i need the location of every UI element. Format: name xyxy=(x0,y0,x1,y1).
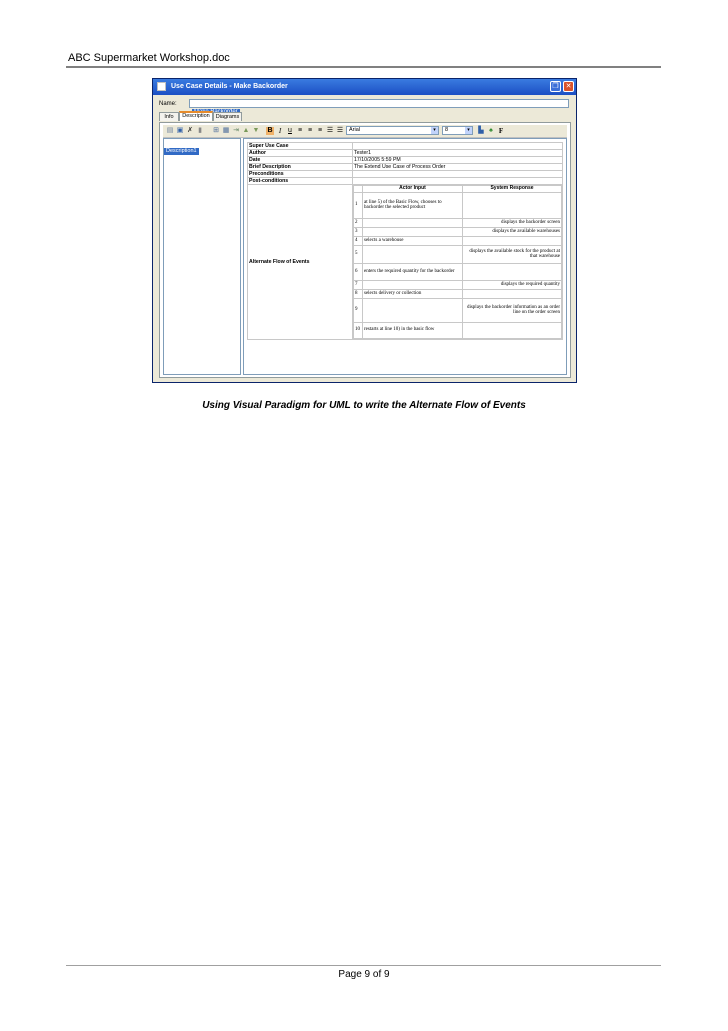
system-response-cell[interactable]: displays the required quantity xyxy=(463,280,562,289)
flow-row xyxy=(354,192,562,218)
font-value: Arial xyxy=(349,127,361,133)
table-icon[interactable]: ▦ xyxy=(222,127,230,134)
flow-step-number: 8 xyxy=(354,289,363,298)
restore-button[interactable]: ❐ xyxy=(550,81,561,92)
move-up-icon[interactable]: ▲ xyxy=(242,127,250,134)
header-rule xyxy=(66,66,661,68)
align-left-icon[interactable]: ≡ xyxy=(297,127,303,134)
description-panel xyxy=(159,122,571,378)
flow-step-number: 5 xyxy=(354,245,363,263)
system-response-cell[interactable]: displays the available stock for the product at that warehouse xyxy=(463,245,562,263)
table-row xyxy=(248,164,563,171)
document-header-title: ABC Supermarket Workshop.doc xyxy=(68,52,230,64)
highlight-icon[interactable]: ♠ xyxy=(489,127,493,134)
actor-input-header: Actor Input xyxy=(363,186,463,193)
align-center-icon[interactable]: ≡ xyxy=(307,127,313,134)
actor-input-cell[interactable]: enters the required quantity for the backorder xyxy=(363,263,463,280)
system-response-cell[interactable] xyxy=(463,236,562,245)
name-field[interactable] xyxy=(189,99,569,108)
footer-rule xyxy=(66,965,661,966)
flow-row xyxy=(354,298,562,322)
flow-step-number: 1 xyxy=(354,192,363,218)
flow-table xyxy=(353,185,562,339)
actor-input-cell[interactable] xyxy=(363,280,463,289)
new-icon[interactable]: ▤ xyxy=(166,127,174,134)
alternate-flow-label: Alternate Flow of Events xyxy=(248,185,353,340)
field-label: Author xyxy=(248,150,353,157)
flow-row xyxy=(354,280,562,289)
flow-step-number: 7 xyxy=(354,280,363,289)
description-list xyxy=(163,138,241,375)
flow-step-number: 10 xyxy=(354,322,363,338)
field-label: Super Use Case xyxy=(248,143,353,150)
numbered-list-icon[interactable]: ☰ xyxy=(326,127,334,134)
field-value[interactable]: The Extend Use Case of Process Order xyxy=(353,164,563,171)
flow-row xyxy=(354,236,562,245)
table-row xyxy=(248,143,563,150)
bullet-list-icon[interactable]: ☰ xyxy=(336,127,344,134)
flow-row xyxy=(354,227,562,236)
delete-icon[interactable]: ▮ xyxy=(198,127,202,134)
title-bar[interactable] xyxy=(153,79,576,95)
flow-step-number: 3 xyxy=(354,227,363,236)
table-row xyxy=(248,157,563,164)
font-select[interactable] xyxy=(346,126,439,135)
cut-icon[interactable]: ✗ xyxy=(187,127,193,134)
actor-input-cell[interactable] xyxy=(363,218,463,227)
tab-info[interactable]: Info xyxy=(159,112,179,121)
actor-input-cell[interactable] xyxy=(363,245,463,263)
flow-step-number: 2 xyxy=(354,218,363,227)
actor-input-cell[interactable]: selects a warehouse xyxy=(363,236,463,245)
move-down-icon[interactable]: ▼ xyxy=(252,127,260,134)
page-number: Page 9 of 9 xyxy=(338,969,390,980)
field-value[interactable] xyxy=(353,171,563,178)
flow-row xyxy=(354,218,562,227)
use-case-table xyxy=(247,142,563,340)
editor-toolbar xyxy=(163,125,567,138)
italic-icon[interactable]: I xyxy=(278,127,282,135)
system-response-cell[interactable] xyxy=(463,192,562,218)
tab-diagrams[interactable]: Diagrams xyxy=(213,112,242,121)
flow-step-number: 6 xyxy=(354,263,363,280)
system-response-header: System Response xyxy=(463,186,562,193)
font-size-value: 8 xyxy=(445,127,449,133)
description-editor[interactable] xyxy=(243,138,567,375)
flow-row xyxy=(354,322,562,338)
system-response-cell[interactable] xyxy=(463,263,562,280)
flow-step-number: 9 xyxy=(354,298,363,322)
insert-table-icon[interactable]: ⊞ xyxy=(213,127,219,134)
field-label: Brief Description xyxy=(248,164,353,171)
flow-row xyxy=(354,289,562,298)
system-response-cell[interactable] xyxy=(463,289,562,298)
alternate-flow-row xyxy=(248,185,563,340)
flow-row xyxy=(354,245,562,263)
window-icon xyxy=(157,82,166,91)
indent-icon[interactable]: ⇥ xyxy=(233,127,239,134)
field-value[interactable]: Tester1 xyxy=(353,150,563,157)
table-row xyxy=(248,150,563,157)
underline-icon[interactable]: u xyxy=(288,127,292,134)
field-label: Date xyxy=(248,157,353,164)
chevron-down-icon: ▾ xyxy=(431,127,438,134)
system-response-cell[interactable]: displays the available warehouses xyxy=(463,227,562,236)
table-row xyxy=(248,178,563,185)
text-color-icon[interactable]: ▙ xyxy=(478,127,484,134)
tab-description[interactable]: Description xyxy=(179,111,213,121)
actor-input-cell[interactable]: selects delivery or collection xyxy=(363,289,463,298)
list-item-description1[interactable]: Description1 xyxy=(166,148,197,154)
close-button[interactable]: ✕ xyxy=(563,81,574,92)
save-icon[interactable]: ▣ xyxy=(176,127,184,134)
flow-cell xyxy=(353,185,563,340)
field-value[interactable] xyxy=(353,178,563,185)
font-icon[interactable]: F xyxy=(498,127,504,135)
font-size-select[interactable] xyxy=(442,126,473,135)
actor-input-cell[interactable] xyxy=(363,227,463,236)
flow-row xyxy=(354,263,562,280)
name-label: Name: xyxy=(159,101,177,107)
actor-input-cell[interactable] xyxy=(363,298,463,322)
actor-input-cell[interactable]: restarts at line 10) in the basic flow xyxy=(363,322,463,338)
field-label: Preconditions xyxy=(248,171,353,178)
actor-input-cell[interactable]: at line 5) of the Basic Flow, chooses to backorder the selected product xyxy=(363,192,463,218)
table-row xyxy=(248,171,563,178)
window-title: Use Case Details - Make Backorder xyxy=(171,83,288,90)
figure-caption: Using Visual Paradigm for UML to write the Alternate Flow of Events xyxy=(202,400,526,411)
field-value[interactable] xyxy=(353,143,563,150)
use-case-details-window xyxy=(152,78,577,383)
system-response-cell[interactable]: displays the backorder screen xyxy=(463,218,562,227)
system-response-cell[interactable] xyxy=(463,322,562,338)
field-label: Post-conditions xyxy=(248,178,353,185)
chevron-down-icon: ▾ xyxy=(465,127,472,134)
align-right-icon[interactable]: ≡ xyxy=(317,127,323,134)
field-value[interactable]: 17/10/2005 5:59 PM xyxy=(353,157,563,164)
flow-step-number: 4 xyxy=(354,236,363,245)
system-response-cell[interactable]: displays the backorder information as an order line on the order screen xyxy=(463,298,562,322)
bold-icon[interactable]: B xyxy=(267,127,273,134)
